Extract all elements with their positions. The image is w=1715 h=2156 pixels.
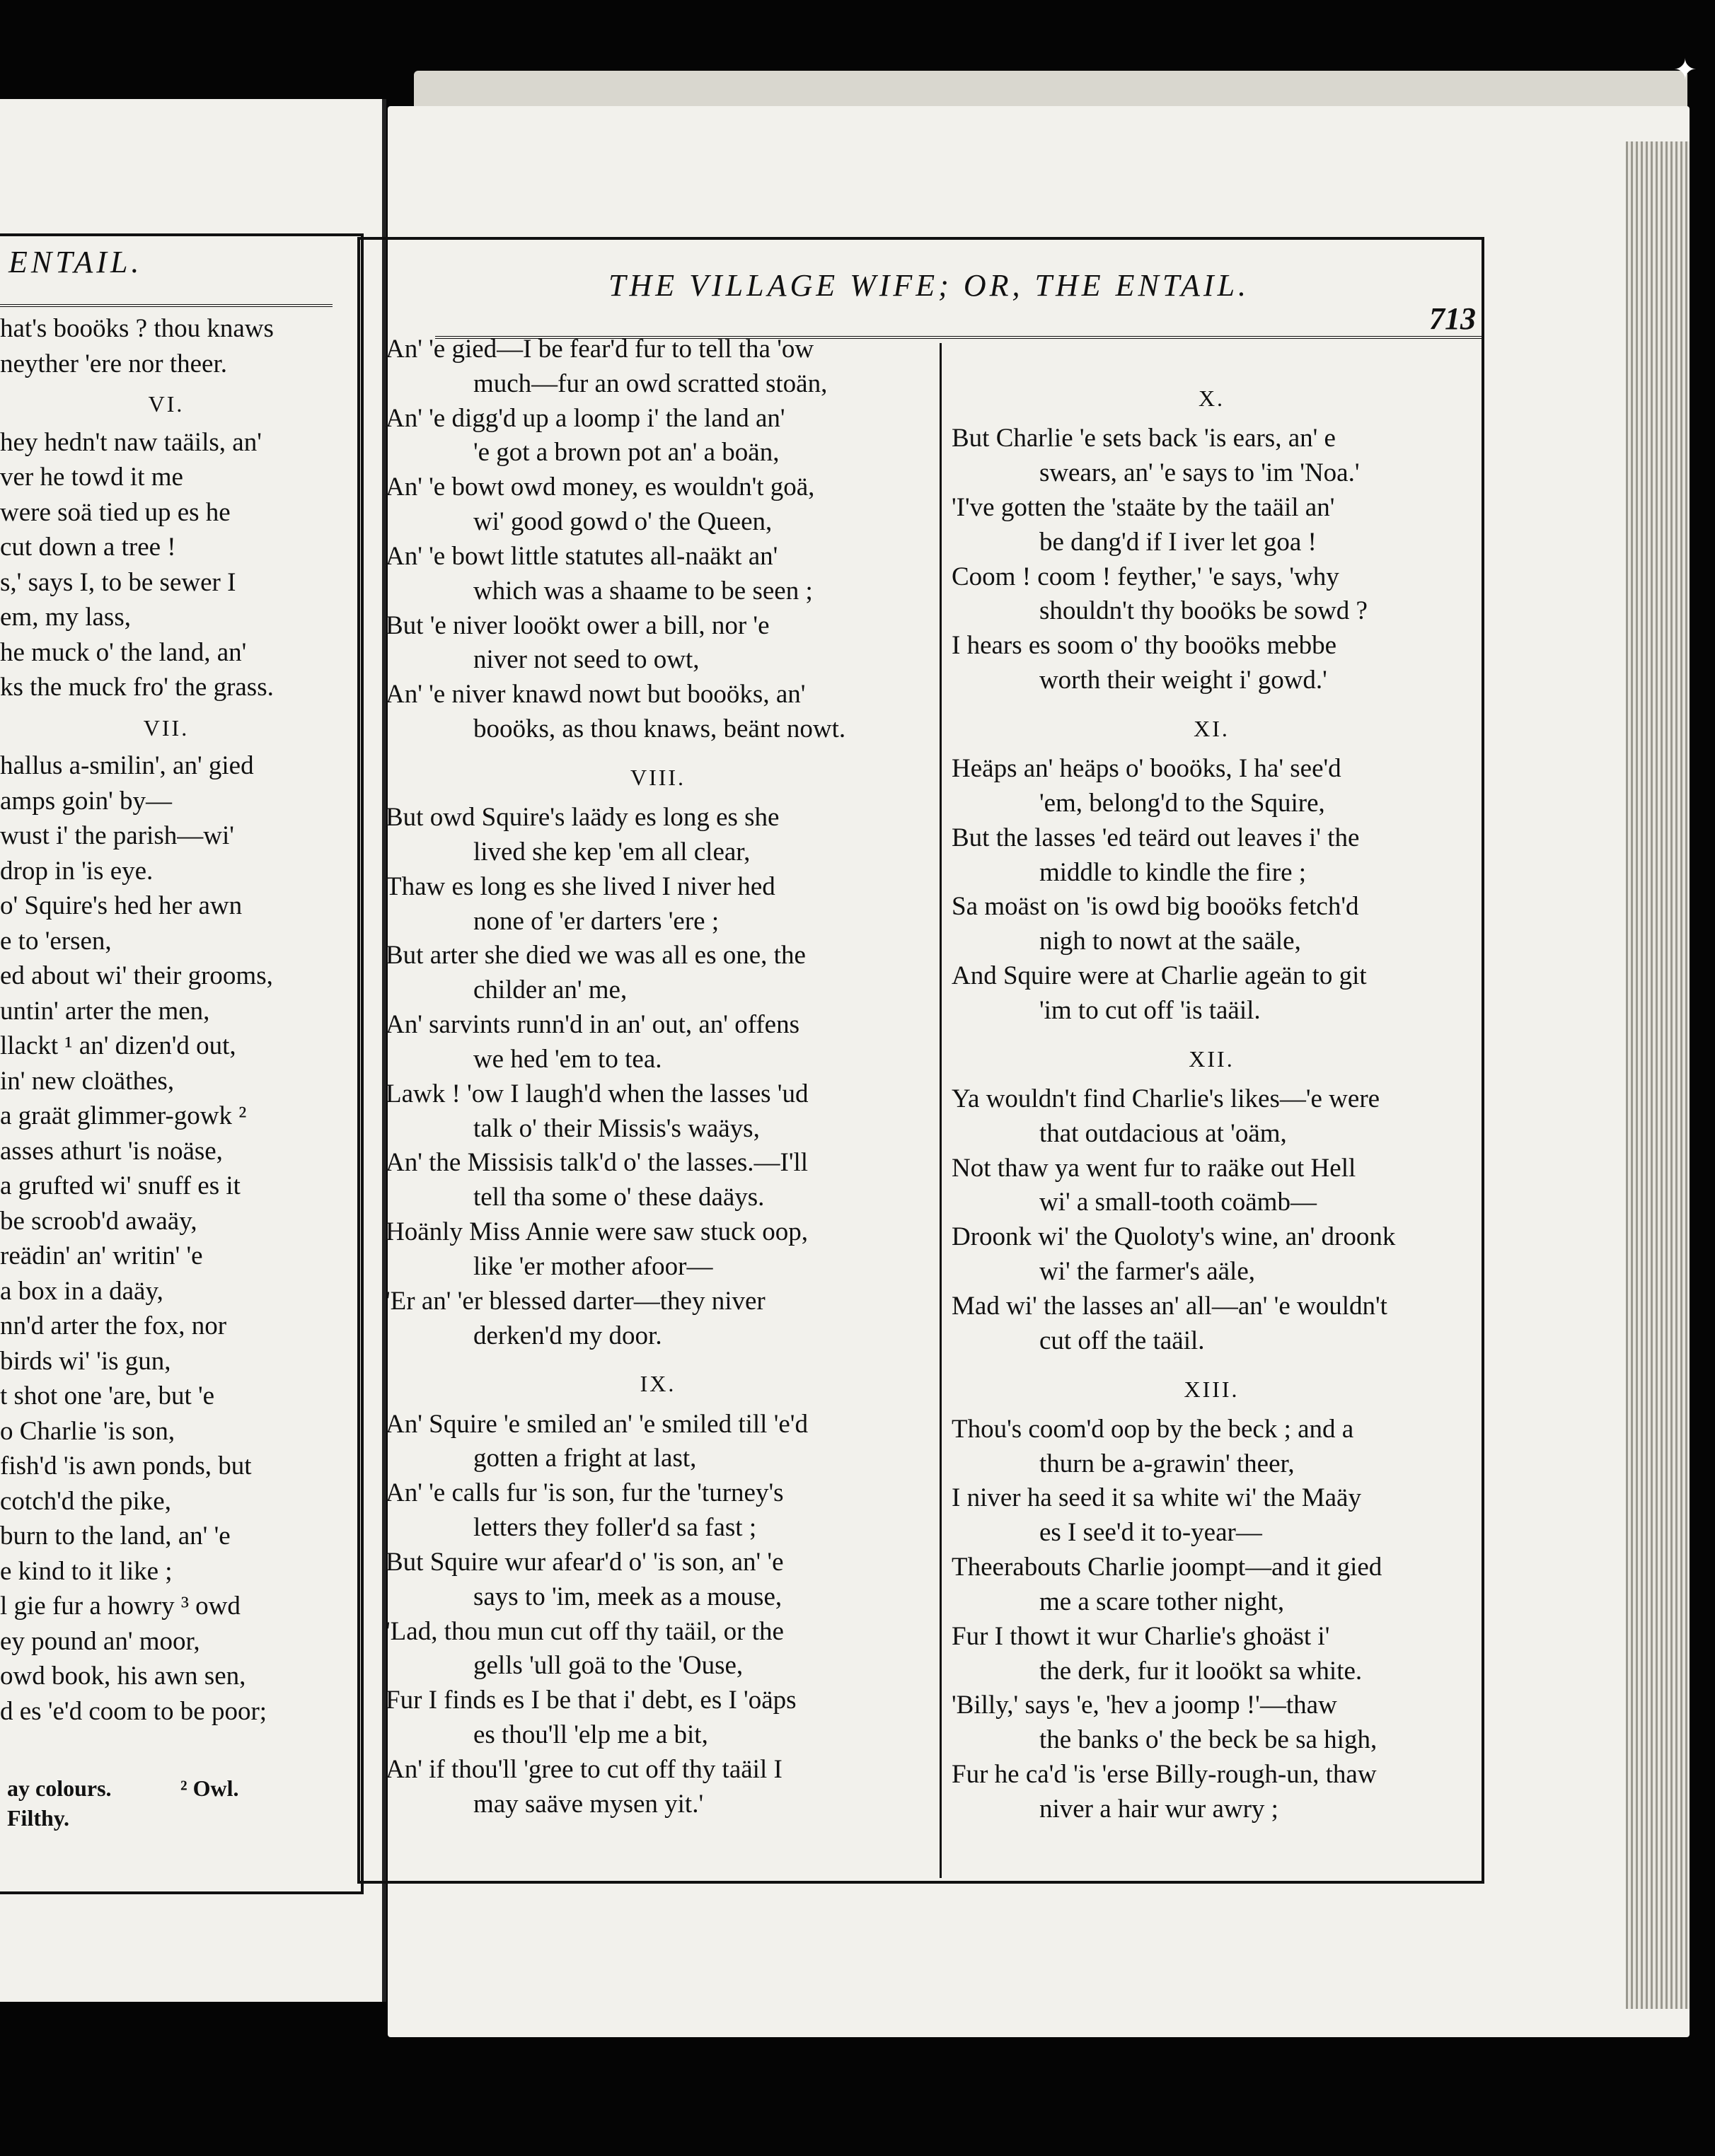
verse-line-continuation: says to 'im, meek as a mouse, bbox=[473, 1582, 783, 1611]
verse-line-continuation: like 'er mother afoor— bbox=[473, 1251, 713, 1281]
verse-line-start: 'Billy,' says 'e, 'hev a joomp !'—thaw bbox=[952, 1691, 1337, 1720]
verse-line-continuation: niver not seed to owt, bbox=[473, 645, 700, 675]
verse-line-continuation: 'em, belong'd to the Squire, bbox=[1039, 788, 1325, 818]
verse-line-continuation: wi' a small-tooth coämb— bbox=[1039, 1188, 1317, 1217]
verse-line bbox=[386, 1285, 930, 1354]
verse-line bbox=[386, 1476, 930, 1546]
verse-line-continuation: childer an' me, bbox=[473, 975, 628, 1005]
stanza-number: XI. bbox=[1194, 715, 1230, 741]
left-text-line: in' new cloäthes, bbox=[0, 1066, 175, 1096]
verse-line-start: Coom ! coom ! feyther,' 'e says, 'why bbox=[952, 562, 1339, 591]
verse-line bbox=[952, 1551, 1472, 1620]
verse-line-start: Fur I thowt it wur Charlie's ghoäst i' bbox=[952, 1621, 1330, 1651]
verse-line-continuation: es I see'd it to-year— bbox=[1039, 1518, 1262, 1548]
verse-line-start: An' 'e niver knawd nowt but booöks, an' bbox=[386, 680, 806, 709]
left-text-line: burn to the land, an' 'e bbox=[0, 1522, 231, 1551]
verse-line-continuation: booöks, as thou knaws, beänt nowt. bbox=[473, 714, 846, 744]
page-fore-edge bbox=[1626, 141, 1690, 2009]
verse-line bbox=[952, 1688, 1472, 1758]
column-divider bbox=[940, 343, 942, 1878]
right-running-head: THE VILLAGE WIFE; OR, THE ENTAIL. bbox=[608, 268, 1250, 303]
left-text-line: be scroob'd awaäy, bbox=[0, 1206, 197, 1236]
verse-line-start: An' 'e gied—I be fear'd fur to tell tha 'ow bbox=[386, 335, 814, 364]
left-footnote-3: Filthy. bbox=[7, 1805, 70, 1831]
left-text-line: reädin' an' writin' 'e bbox=[0, 1241, 203, 1270]
verse-line-start: Thou's coom'd oop by the beck ; and a bbox=[952, 1414, 1354, 1444]
left-text-line: o Charlie 'is son, bbox=[0, 1416, 175, 1446]
verse-line-continuation: 'e got a brown pot an' a boän, bbox=[473, 438, 780, 468]
stanza-number: VII. bbox=[143, 714, 190, 741]
left-text-line: nn'd arter the fox, nor bbox=[0, 1311, 227, 1340]
verse-line bbox=[952, 1220, 1472, 1289]
verse-line-continuation: worth their weight i' gowd.' bbox=[1039, 666, 1327, 695]
left-text-line: e kind to it like ; bbox=[0, 1556, 173, 1586]
verse-line-start: But arter she died we was all es one, the bbox=[386, 941, 806, 970]
verse-line bbox=[386, 609, 930, 678]
verse-line-start: Thaw es long es she lived I niver hed bbox=[386, 871, 775, 901]
left-text-line: neyther 'ere nor theer. bbox=[0, 349, 228, 378]
verse-line-start: An' 'e digg'd up a loomp i' the land an' bbox=[386, 403, 785, 433]
verse-line-continuation: letters they foller'd sa fast ; bbox=[473, 1513, 757, 1543]
verse-line-continuation: gotten a fright at last, bbox=[473, 1444, 697, 1473]
page-number: 713 bbox=[1429, 301, 1476, 336]
verse-line bbox=[386, 678, 930, 747]
verse-line-continuation: wi' good gowd o' the Queen, bbox=[473, 507, 773, 537]
verse-line-continuation: we hed 'em to tea. bbox=[473, 1044, 662, 1074]
verse-line-start: Not thaw ya went fur to raäke out Hell bbox=[952, 1153, 1356, 1183]
verse-line-start: 'I've gotten the 'staäte by the taäil an' bbox=[952, 492, 1335, 522]
stanza-number: VIII. bbox=[630, 764, 686, 790]
left-text-line: e to 'ersen, bbox=[0, 926, 112, 956]
verse-line-continuation: thurn be a-grawin' theer, bbox=[1039, 1449, 1295, 1478]
verse-line-continuation: shouldn't thy booöks be sowd ? bbox=[1039, 596, 1368, 626]
verse-line bbox=[386, 1546, 930, 1615]
verse-line-continuation: gells 'ull goä to the 'Ouse, bbox=[473, 1651, 744, 1681]
left-text-line: a box in a daäy, bbox=[0, 1276, 163, 1306]
verse-line bbox=[386, 1615, 930, 1684]
verse-line-start: Fur he ca'd 'is 'erse Billy-rough-un, thaw bbox=[952, 1760, 1377, 1790]
verse-line-start: An' sarvints runn'd in an' out, an' offens bbox=[386, 1010, 800, 1040]
verse-line bbox=[952, 821, 1472, 891]
left-text-line: cotch'd the pike, bbox=[0, 1486, 171, 1516]
verse-line bbox=[386, 332, 930, 402]
verse-line bbox=[386, 801, 930, 870]
verse-line bbox=[386, 1008, 930, 1077]
left-text-line: cut down a tree ! bbox=[0, 533, 176, 562]
verse-line bbox=[952, 560, 1472, 630]
verse-line-start: I niver ha seed it sa white wi' the Maäy bbox=[952, 1483, 1361, 1513]
verse-line bbox=[952, 491, 1472, 560]
left-text-line: were soä tied up es he bbox=[0, 497, 231, 527]
left-text-line: ey pound an' moor, bbox=[0, 1626, 200, 1656]
verse-line bbox=[952, 1758, 1472, 1827]
verse-line-start: An' if thou'll 'gree to cut off thy taäil I bbox=[386, 1754, 783, 1784]
verse-line-continuation: 'im to cut off 'is taäil. bbox=[1039, 995, 1261, 1025]
verse-line bbox=[952, 629, 1472, 698]
left-text-line: asses athurt 'is noäse, bbox=[0, 1136, 223, 1166]
right-column-2 bbox=[952, 368, 1472, 1827]
verse-line-start: I hears es soom o' thy booöks mebbe bbox=[952, 631, 1337, 661]
verse-line bbox=[952, 1481, 1472, 1551]
left-text-line: s,' says I, to be sewer I bbox=[0, 567, 236, 597]
verse-line-continuation: es thou'll 'elp me a bit, bbox=[473, 1720, 708, 1750]
left-text-line: amps goin' by— bbox=[0, 786, 173, 816]
verse-line-start: Heäps an' heäps o' booöks, I ha' see'd bbox=[952, 754, 1341, 784]
verse-line-continuation: the derk, fur it looökt sa white. bbox=[1039, 1656, 1363, 1686]
verse-line-start: 'Lad, thou mun cut off thy taäil, or the bbox=[386, 1616, 784, 1646]
left-text-line: wust i' the parish—wi' bbox=[0, 821, 234, 850]
verse-line-continuation: me a scare tother night, bbox=[1039, 1587, 1285, 1616]
verse-line-start: Droonk wi' the Quoloty's wine, an' droonk bbox=[952, 1222, 1396, 1252]
verse-line-start: Mad wi' the lasses an' all—an' 'e wouldn't bbox=[952, 1291, 1387, 1321]
verse-line-start: And Squire were at Charlie ageän to git bbox=[952, 961, 1367, 991]
stanza-number: XII. bbox=[1189, 1045, 1235, 1072]
verse-line bbox=[952, 752, 1472, 821]
verse-line-continuation: derken'd my door. bbox=[473, 1321, 662, 1350]
left-text-line: ver he towd it me bbox=[0, 463, 183, 492]
stanza-number: X. bbox=[1198, 386, 1225, 411]
verse-line bbox=[386, 540, 930, 609]
verse-line-start: An' 'e bowt owd money, es wouldn't goä, bbox=[386, 473, 815, 502]
verse-line bbox=[952, 1289, 1472, 1359]
left-text-line: hat's booöks ? thou knaws bbox=[0, 314, 274, 343]
verse-line bbox=[952, 1413, 1472, 1482]
verse-line-start: But Charlie 'e sets back 'is ears, an' e bbox=[952, 424, 1336, 453]
left-text-line: t shot one 'are, but 'e bbox=[0, 1381, 215, 1410]
left-footnote-2: ² Owl. bbox=[180, 1775, 239, 1801]
left-text-line: hey hedn't naw taäils, an' bbox=[0, 427, 262, 457]
verse-line-continuation: niver a hair wur awry ; bbox=[1039, 1794, 1278, 1824]
left-text-line: ed about wi' their grooms, bbox=[0, 961, 273, 990]
left-page bbox=[0, 99, 386, 2002]
left-text-line: em, my lass, bbox=[0, 603, 131, 632]
left-text-line: birds wi' 'is gun, bbox=[0, 1346, 171, 1376]
verse-line-start: An' 'e calls fur 'is son, fur the 'turney's bbox=[386, 1478, 784, 1508]
stanza-number: VI. bbox=[148, 391, 185, 417]
verse-line-start: But owd Squire's laädy es long es she bbox=[386, 803, 780, 833]
left-text-column bbox=[0, 311, 333, 1729]
verse-line bbox=[386, 1408, 930, 1477]
verse-line-continuation: nigh to nowt at the saäle, bbox=[1039, 927, 1301, 956]
right-column-1 bbox=[386, 332, 930, 1822]
verse-line-continuation: tell tha some o' these daäys. bbox=[473, 1183, 765, 1212]
verse-line-start: An' 'e bowt little statutes all-naäkt an' bbox=[386, 541, 778, 571]
verse-line-start: 'Er an' 'er blessed darter—they niver bbox=[386, 1286, 766, 1316]
stanza-number: XIII. bbox=[1184, 1376, 1240, 1402]
verse-line bbox=[952, 959, 1472, 1028]
verse-line-continuation: wi' the farmer's aäle, bbox=[1039, 1257, 1256, 1287]
verse-line-continuation: none of 'er darters 'ere ; bbox=[473, 906, 720, 936]
verse-line-start: But the lasses 'ed teärd out leaves i' the bbox=[952, 823, 1360, 852]
verse-line bbox=[386, 470, 930, 540]
left-text-line: untin' arter the men, bbox=[0, 996, 210, 1026]
verse-line-start: Fur I finds es I be that i' debt, es I 'oäps bbox=[386, 1686, 797, 1715]
left-text-line: o' Squire's hed her awn bbox=[0, 891, 243, 920]
verse-line-start: But Squire wur afear'd o' 'is son, an' 'e bbox=[386, 1547, 784, 1577]
left-text-line: llackt ¹ an' dizen'd out, bbox=[0, 1031, 236, 1060]
verse-line-start: Hoänly Miss Annie were saw stuck oop, bbox=[386, 1217, 809, 1247]
verse-line bbox=[952, 1620, 1472, 1689]
verse-line bbox=[386, 1753, 930, 1822]
verse-line-start: Theerabouts Charlie joompt—and it gied bbox=[952, 1553, 1382, 1582]
verse-line-start: Ya wouldn't find Charlie's likes—'e were bbox=[952, 1084, 1380, 1113]
verse-line-continuation: the banks o' the beck be sa high, bbox=[1039, 1725, 1378, 1755]
verse-line-continuation: be dang'd if I iver let goa ! bbox=[1039, 527, 1317, 557]
verse-line bbox=[386, 1215, 930, 1285]
verse-line bbox=[386, 402, 930, 471]
corner-mark: ✦ bbox=[1673, 54, 1697, 86]
verse-line-start: Sa moäst on 'is owd big booöks fetch'd bbox=[952, 892, 1359, 922]
verse-line bbox=[386, 870, 930, 939]
left-text-line: a graät glimmer-gowk ² bbox=[0, 1101, 247, 1130]
verse-line bbox=[386, 1146, 930, 1215]
verse-line-start: An' the Missisis talk'd o' the lasses.—I'll bbox=[386, 1148, 809, 1178]
left-text-line: l gie fur a howry ³ owd bbox=[0, 1592, 241, 1621]
stanza-number: IX. bbox=[640, 1371, 676, 1397]
left-text-line: ks the muck fro' the grass. bbox=[0, 673, 274, 702]
left-head-rule bbox=[0, 304, 333, 307]
verse-line-continuation: talk o' their Missis's waäys, bbox=[473, 1113, 760, 1143]
verse-line-start: An' Squire 'e smiled an' 'e smiled till 'e'd bbox=[386, 1409, 808, 1439]
verse-line bbox=[386, 1683, 930, 1753]
verse-line-continuation: may saäve mysen yit.' bbox=[473, 1789, 704, 1819]
left-footnote-1: ay colours. bbox=[7, 1775, 112, 1801]
left-text-line: drop in 'is eye. bbox=[0, 856, 154, 886]
verse-line-continuation: cut off the taäil. bbox=[1039, 1326, 1205, 1355]
verse-line bbox=[952, 1152, 1472, 1221]
verse-line-start: Lawk ! 'ow I laugh'd when the lasses 'ud bbox=[386, 1079, 809, 1108]
verse-line-continuation: middle to kindle the fire ; bbox=[1039, 857, 1307, 887]
left-text-line: owd book, his awn sen, bbox=[0, 1662, 246, 1691]
verse-line-continuation: much—fur an owd scratted stoän, bbox=[473, 369, 828, 398]
verse-line bbox=[386, 939, 930, 1008]
left-running-head: ENTAIL. bbox=[8, 245, 143, 279]
verse-line-start: But 'e niver looökt ower a bill, nor 'e bbox=[386, 610, 770, 640]
verse-line bbox=[952, 890, 1472, 959]
verse-line-continuation: swears, an' 'e says to 'im 'Noa.' bbox=[1039, 458, 1360, 488]
verse-line-continuation: which was a shaame to be seen ; bbox=[473, 576, 813, 605]
verse-line bbox=[952, 1082, 1472, 1152]
verse-line bbox=[952, 422, 1472, 491]
left-text-line: a grufted wi' snuff es it bbox=[0, 1171, 241, 1200]
verse-line-continuation: that outdacious at 'oäm, bbox=[1039, 1118, 1287, 1148]
verse-line-continuation: lived she kep 'em all clear, bbox=[473, 838, 751, 867]
left-text-line: fish'd 'is awn ponds, but bbox=[0, 1451, 252, 1480]
verse-line bbox=[386, 1077, 930, 1147]
left-text-line: d es 'e'd coom to be poor; bbox=[0, 1696, 267, 1726]
left-text-line: hallus a-smilin', an' gied bbox=[0, 751, 254, 780]
left-text-line: he muck o' the land, an' bbox=[0, 637, 247, 667]
